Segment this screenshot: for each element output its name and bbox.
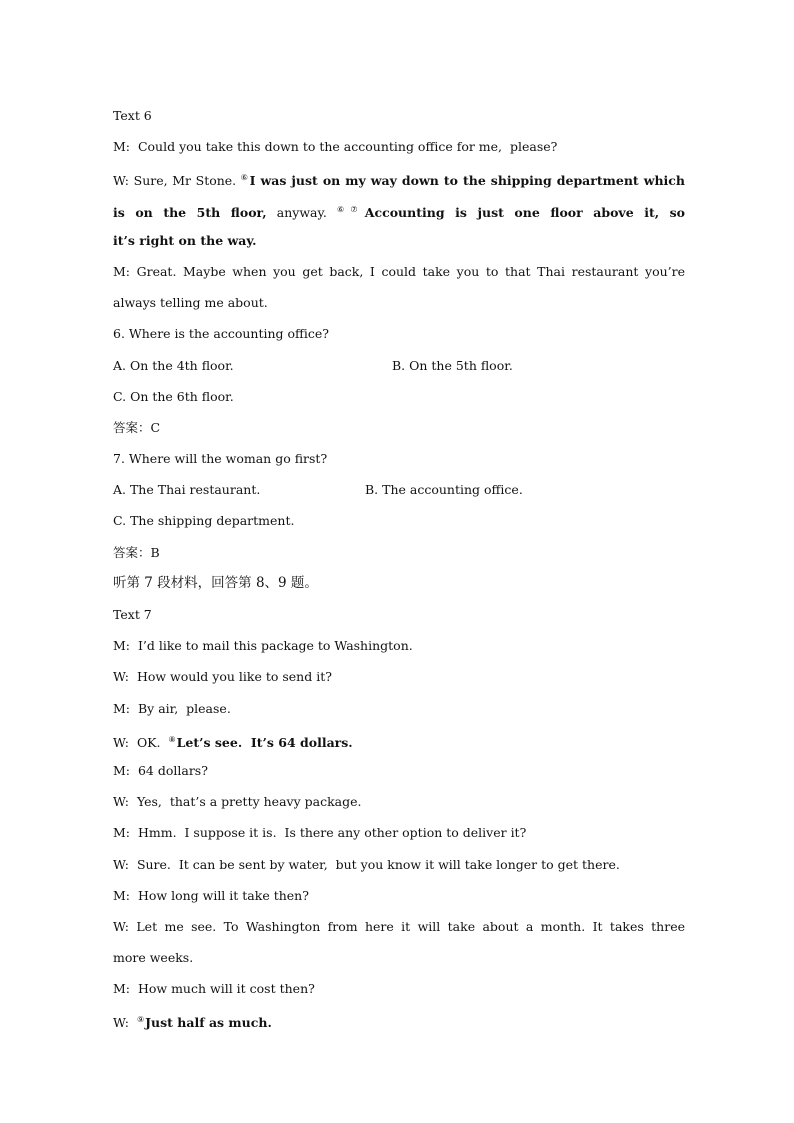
dialogue-line: [113, 1004, 685, 1035]
speaker: M:: [113, 825, 131, 841]
option-a: A. On the 4th floor.: [113, 357, 234, 373]
question-6: 6. Where is the accounting office?: [113, 326, 330, 342]
utterance: I’d like to mail this package to Washington.: [137, 638, 413, 654]
dialogue-line: [113, 880, 685, 911]
utterance: Yes, that’s a pretty heavy package.: [136, 794, 362, 810]
utterance: 64 dollars?: [137, 762, 208, 778]
speaker: M:: [113, 762, 131, 778]
dialogue-line: more weeks.: [113, 950, 194, 966]
document-page: [113, 100, 685, 1036]
utterance: Sure, Mr Stone.: [133, 173, 241, 189]
speaker: W:: [113, 856, 129, 872]
speaker: M:: [113, 887, 131, 903]
dialogue-line: [113, 911, 685, 942]
dialogue-line: [113, 817, 685, 848]
speaker: W:: [113, 669, 129, 685]
dialogue-line: [113, 256, 685, 287]
dialogue-line: [113, 786, 685, 817]
text6-title: Text 6: [113, 108, 152, 123]
question-7: 7. Where will the woman go first?: [113, 451, 328, 467]
key-sentence: it’s right on the way.: [113, 232, 257, 248]
answer-7: 答案：B: [113, 544, 160, 560]
utterance: Let me see. To Washington from here it will take about a month. It takes three: [136, 918, 685, 934]
dialogue-line: [113, 661, 685, 692]
question-marker: ⑧: [168, 734, 176, 744]
speaker: M:: [113, 700, 131, 716]
option-b: B. On the 5th floor.: [392, 357, 513, 373]
dialogue-line: always telling me about.: [113, 295, 268, 311]
text7-title: Text 7: [113, 607, 152, 622]
key-sentence: Just half as much.: [145, 1015, 272, 1031]
speaker: W:: [113, 918, 129, 934]
speaker: M:: [113, 981, 131, 997]
option-c: C. On the 6th floor.: [113, 388, 234, 404]
dialogue-line: [113, 194, 685, 225]
utterance: How would you like to send it?: [136, 669, 332, 685]
dialogue-line: [113, 162, 685, 193]
answer-6: 答案：C: [113, 419, 161, 435]
utterance: OK.: [136, 734, 165, 750]
dialogue-line: [113, 724, 685, 755]
utterance: Great. Maybe when you get back, I could take you to that Thai restaurant you’re: [136, 263, 685, 279]
key-sentence: I was just on my way down to the shipping department which: [249, 173, 685, 189]
dialogue-line: [113, 131, 685, 162]
speaker: W:: [113, 794, 129, 810]
option-a: A. The Thai restaurant.: [113, 482, 261, 498]
speaker: M:: [113, 139, 131, 155]
question-marker: ⑨: [136, 1015, 145, 1025]
utterance: By air, please.: [137, 700, 231, 716]
dialogue-line: [113, 693, 685, 724]
key-sentence: is on the 5th floor,: [113, 204, 267, 220]
speaker: W:: [113, 1015, 129, 1031]
utterance: Hmm. I suppose it is. Is there any other option to deliver it?: [137, 825, 527, 841]
utterance: Sure. It can be sent by water, but you know it will take longer to get there.: [136, 856, 620, 872]
speaker: W:: [113, 734, 129, 750]
utterance: How much will it cost then?: [137, 981, 315, 997]
dialogue-line: [113, 755, 685, 786]
option-b: B. The accounting office.: [365, 482, 523, 498]
utterance: Could you take this down to the accounting office for me, please?: [137, 139, 558, 155]
key-sentence: Let’s see. It’s 64 dollars.: [176, 734, 353, 750]
speaker: M:: [113, 638, 131, 654]
section-instruction: 听第 7 段材料，回答第 8、9 题。: [113, 574, 318, 591]
speaker: W:: [113, 173, 129, 189]
dialogue-line: [113, 973, 685, 1004]
dialogue-line: [113, 849, 685, 880]
options-row: [113, 350, 685, 381]
question-marker: ⑥⑦: [337, 204, 364, 214]
utterance: How long will it take then?: [137, 887, 309, 903]
key-sentence: Accounting is just one floor above it, so: [364, 204, 685, 220]
options-row: [113, 474, 685, 505]
question-marker: ⑥: [240, 173, 249, 183]
option-c: C. The shipping department.: [113, 513, 295, 529]
speaker: M:: [113, 263, 131, 279]
dialogue-line: [113, 630, 685, 661]
utterance: anyway.: [266, 204, 338, 220]
